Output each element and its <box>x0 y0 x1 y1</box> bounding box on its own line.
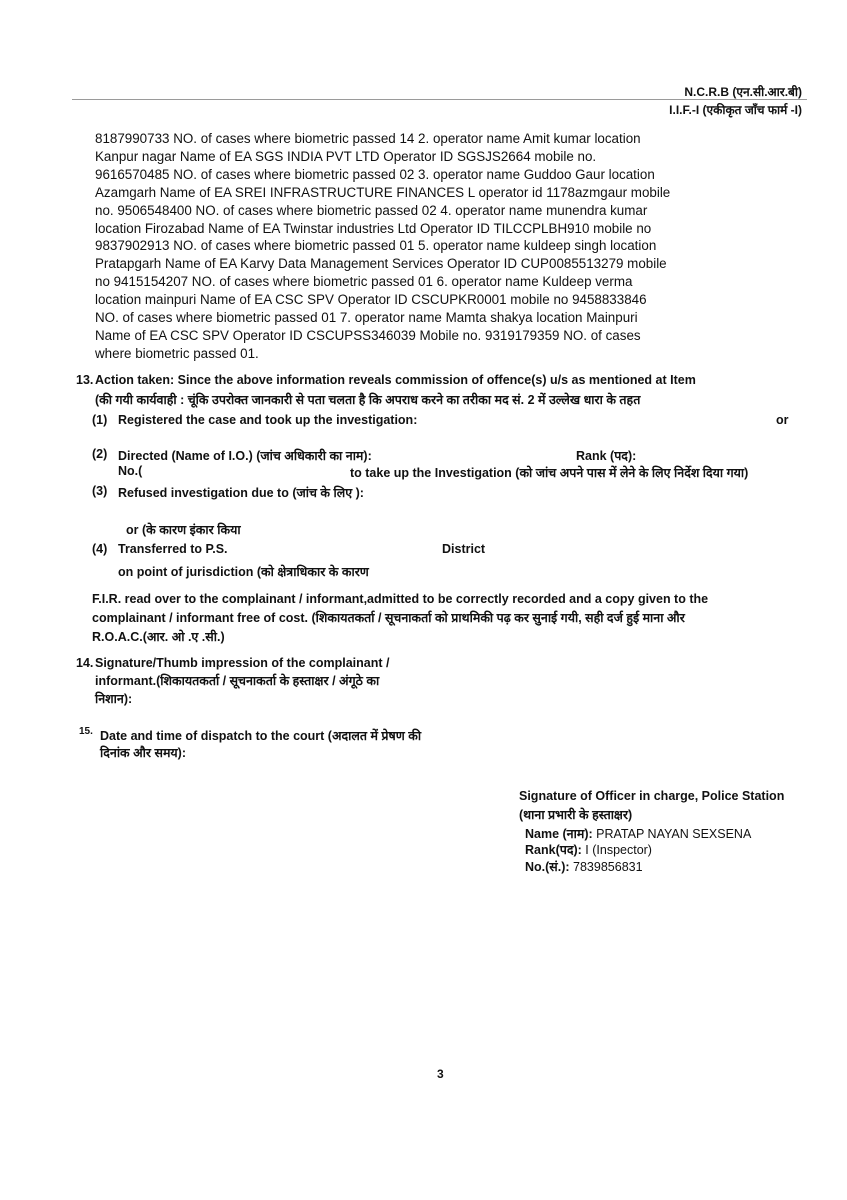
body-line: location Firozabad Name of EA Twinstar industries Ltd Operator ID TILCCPLBH910 mobile no <box>95 220 652 236</box>
item15-number: 15. <box>79 726 93 737</box>
officer-name-row <box>525 825 751 842</box>
officer-no-value: 7839856831 <box>573 860 643 874</box>
fir-read-over-line1: F.I.R. read over to the complainant / informant,admitted to be correctly recorded and a copy given to the <box>92 592 709 606</box>
officer-signature-title: Signature of Officer in charge, Police Station <box>519 789 785 803</box>
officer-rank-label: Rank(पद): <box>525 843 582 857</box>
body-line: Pratapgarh Name of EA Karvy Data Management Services Operator ID CUP0085513279 mobile <box>95 256 667 272</box>
item13-sub3-number: (3) <box>92 484 108 498</box>
complainant-signature-label: Signature/Thumb impression of the complainant / <box>95 656 390 670</box>
body-line: 8187990733 NO. of cases where biometric passed 14 2. operator name Amit kumar location <box>95 131 641 146</box>
item13-action-taken: Action taken: Since the above information reveals commission of offence(s) u/s as mentioned at Item <box>95 373 696 387</box>
body-line: Azamgarh Name of EA SREI INFRASTRUCTURE FINANCES L operator id 1178azmgaur mobile <box>95 184 671 200</box>
dispatch-date-label: Date and time of dispatch to the court (अदालत में प्रेषण की <box>100 729 422 743</box>
thumb-impression-label: निशान): <box>95 692 133 706</box>
body-line: where biometric passed 01. <box>95 345 259 361</box>
body-line: 9616570485 NO. of cases where biometric passed 02 3. operator name Guddoo Gaur location <box>95 166 655 182</box>
fir-read-over-line2: complainant / informant free of cost. (शिकायतकर्ता / सूचनाकर्ता को प्राथमिकी पढ़ कर सुनाई गयी, सही दर्ज हुई माना और <box>92 611 685 625</box>
item14-number: 14. <box>76 656 94 670</box>
form-header: I.I.F.-I (एकीकृत जाँच फार्म -I) <box>669 103 802 117</box>
page-number: 3 <box>437 1067 444 1081</box>
ncrb-header: N.C.R.B (एन.सी.आर.बी) <box>684 85 802 99</box>
header-rule <box>72 99 807 100</box>
operator-details-paragraph <box>95 130 735 363</box>
dispatch-date-label-hindi: दिनांक और समय): <box>100 746 186 760</box>
officer-name-value: PRATAP NAYAN SEXSENA <box>596 827 752 841</box>
refused-or-label: or (के कारण इंकार किया <box>126 523 241 537</box>
officer-name-label: Name (नाम): <box>525 827 593 841</box>
or-label: or <box>776 413 789 427</box>
item13-sub1-number: (1) <box>92 413 108 427</box>
refused-investigation-label: Refused investigation due to (जांच के लिए ): <box>118 486 364 500</box>
jurisdiction-label: on point of jurisdiction (को क्षेत्राधिकार के कारण <box>118 565 369 579</box>
directed-io-label: Directed (Name of I.O.) (जांच अधिकारी का नाम): <box>118 449 372 463</box>
officer-rank-value: I (Inspector) <box>585 843 652 857</box>
body-line: 9837902913 NO. of cases where biometric passed 01 5. operator name kuldeep singh location <box>95 238 657 254</box>
officer-no-row <box>525 858 643 875</box>
take-up-investigation-label: to take up the Investigation (को जांच अपने पास में लेने के लिए निर्देश दिया गया) <box>350 466 749 480</box>
item13-action-taken-hindi: (की गयी कार्यवाही : चूंकि उपरोक्त जानकारी से पता चलता है कि अपराध करने का तरीका मद सं. 2 में उल्लेख धारा के तहत <box>95 393 641 407</box>
body-line: no 9415154207 NO. of cases where biometric passed 01 6. operator name Kuldeep verma <box>95 274 633 290</box>
officer-rank-row <box>525 841 652 858</box>
no-label: No.( <box>118 464 143 478</box>
item13-sub2-number: (2) <box>92 447 108 461</box>
body-line: NO. of cases where biometric passed 01 7. operator name Mamta shakya location Mainpuri <box>95 310 638 326</box>
registered-case-label: Registered the case and took up the investigation: <box>118 413 418 427</box>
item13-number: 13. <box>76 373 94 387</box>
body-line: Kanpur nagar Name of EA SGS INDIA PVT LTD Operator ID SGSJS2664 mobile no. <box>95 148 597 164</box>
body-line: no. 9506548400 NO. of cases where biometric passed 02 4. operator name munendra kumar <box>95 202 648 218</box>
transferred-ps-label: Transferred to P.S. <box>118 542 228 556</box>
district-label: District <box>442 542 486 556</box>
body-line: location mainpuri Name of EA CSC SPV Operator ID CSCUPKR0001 mobile no 9458833846 <box>95 292 647 308</box>
officer-signature-title-hindi: (थाना प्रभारी के हस्ताक्षर) <box>519 808 633 822</box>
officer-no-label: No.(सं.): <box>525 860 570 874</box>
roac-label: R.O.A.C.(आर. ओ .ए .सी.) <box>92 630 225 644</box>
body-line: Name of EA CSC SPV Operator ID CSCUPSS346039 Mobile no. 9319179359 NO. of cases <box>95 327 641 343</box>
complainant-signature-label-hindi: informant.(शिकायतकर्ता / सूचनाकर्ता के हस्ताक्षर / अंगूठे का <box>95 674 380 688</box>
item13-sub4-number: (4) <box>92 542 108 556</box>
rank-label: Rank (पद): <box>576 449 637 463</box>
